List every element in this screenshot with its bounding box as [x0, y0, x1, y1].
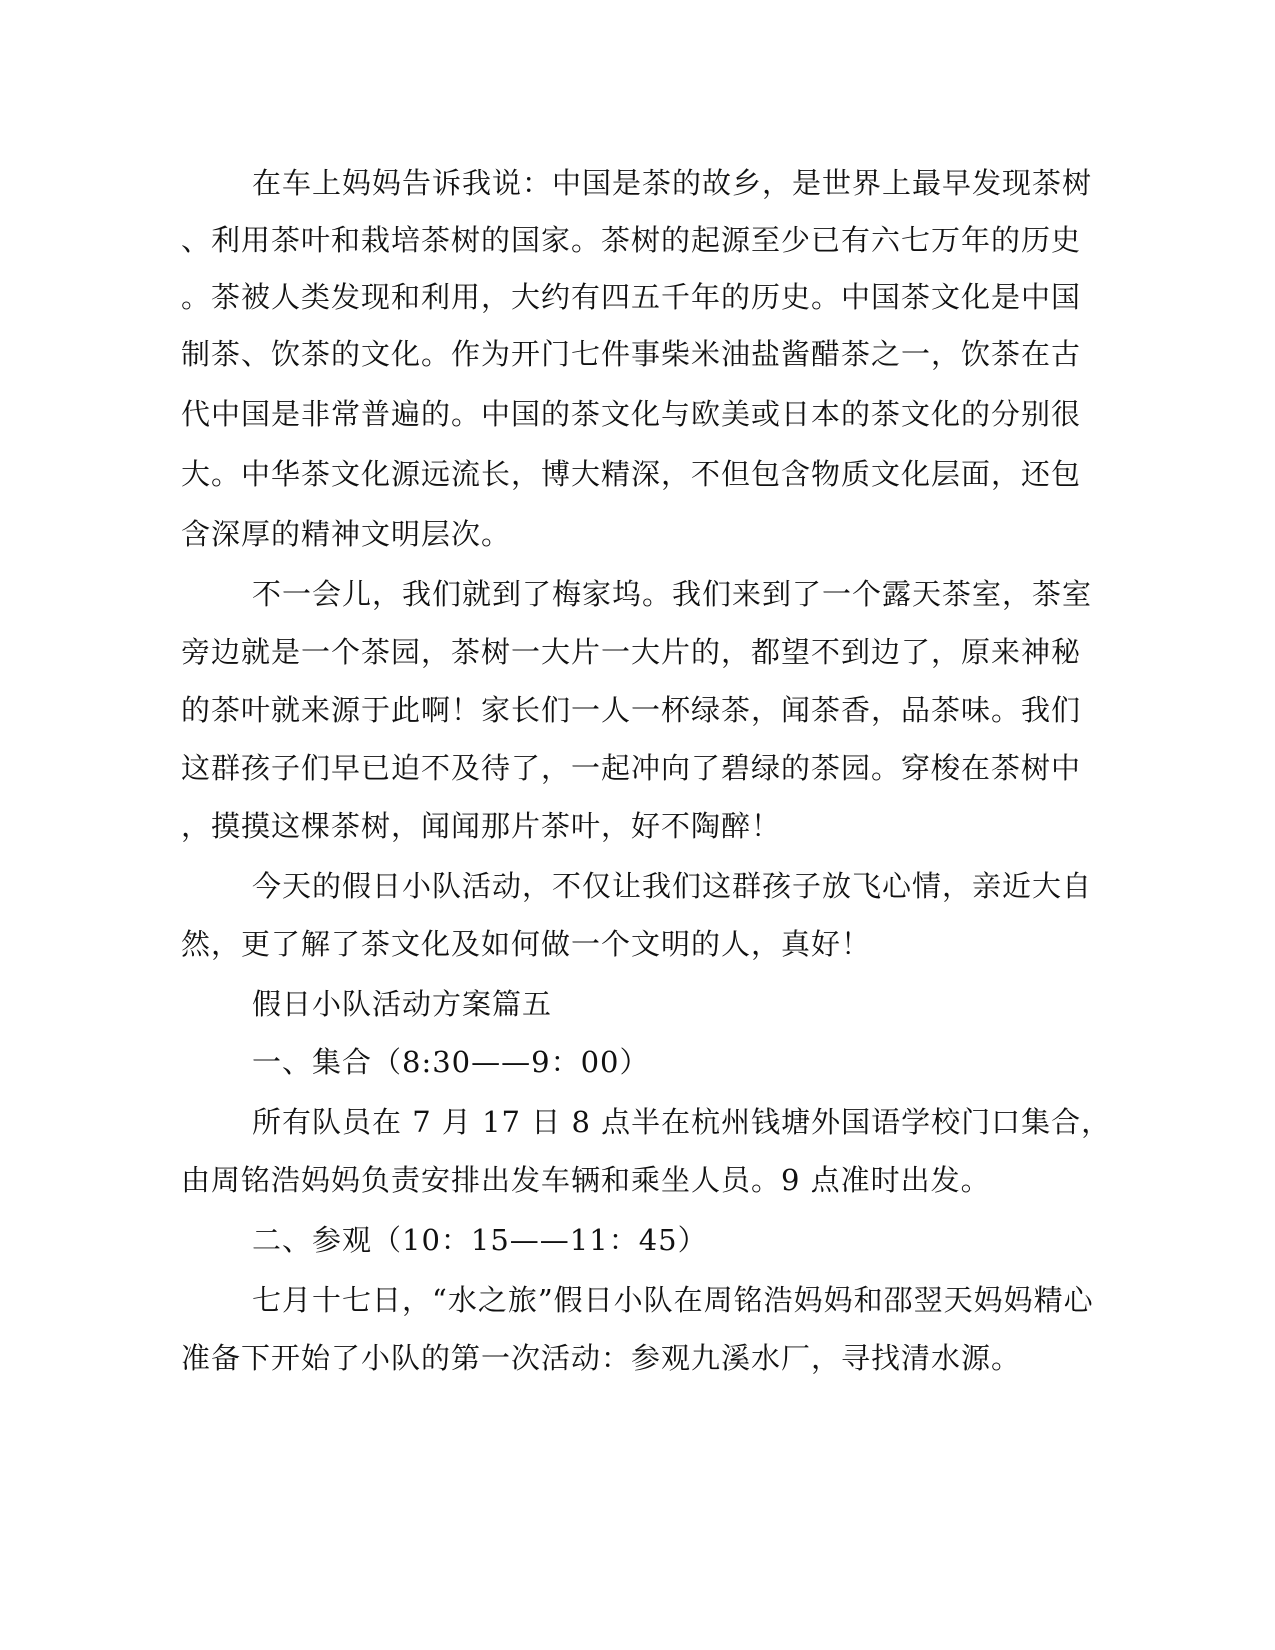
text-line: 所有队员在 7 月 17 日 8 点半在杭州钱塘外国语学校门口集合， — [252, 1105, 1112, 1139]
text-line: 、利用茶叶和栽培茶树的国家。茶树的起源至少已有六七万年的历史 — [181, 223, 1082, 257]
text-line: 这群孩子们早已迫不及待了，一起冲向了碧绿的茶园。穿梭在茶树中 — [181, 751, 1082, 785]
text-line: ，摸摸这棵茶树，闻闻那片茶叶，好不陶醉！ — [181, 809, 782, 843]
text-line: 代中国是非常普遍的。中国的茶文化与欧美或日本的茶文化的分别很 — [181, 397, 1082, 431]
text-line: 七月十七日，“水之旅”假日小队在周铭浩妈妈和邵翌天妈妈精心 — [252, 1283, 1094, 1317]
section-heading: 二、参观（10：15——11：45） — [252, 1223, 708, 1257]
text-line: 大。中华茶文化源远流长，博大精深，不但包含物质文化层面，还包 — [181, 457, 1082, 491]
text-line: 准备下开始了小队的第一次活动：参观九溪水厂，寻找清水源。 — [181, 1341, 1022, 1375]
section-heading: 假日小队活动方案篇五 — [252, 987, 553, 1021]
text-line: 。茶被人类发现和利用，大约有四五千年的历史。中国茶文化是中国 — [181, 280, 1082, 314]
text-line: 含深厚的精神文明层次。 — [181, 517, 512, 551]
text-line: 旁边就是一个茶园，茶树一大片一大片的，都望不到边了，原来神秘 — [181, 635, 1082, 669]
text-line: 制茶、饮茶的文化。作为开门七件事柴米油盐酱醋茶之一，饮茶在古 — [181, 337, 1082, 371]
text-line: 由周铭浩妈妈负责安排出发车辆和乘坐人员。9 点准时出发。 — [181, 1163, 991, 1197]
text-line: 今天的假日小队活动，不仅让我们这群孩子放飞心情，亲近大自 — [252, 869, 1093, 903]
text-line: 的茶叶就来源于此啊！家长们一人一杯绿茶，闻茶香，品茶味。我们 — [181, 693, 1082, 727]
section-heading: 一、集合（8:30——9：00） — [252, 1045, 650, 1079]
text-line: 然，更了解了茶文化及如何做一个文明的人，真好！ — [181, 927, 872, 961]
text-line: 不一会儿，我们就到了梅家坞。我们来到了一个露天茶室，茶室 — [252, 577, 1093, 611]
text-line: 在车上妈妈告诉我说：中国是茶的故乡，是世界上最早发现茶树 — [252, 166, 1093, 200]
